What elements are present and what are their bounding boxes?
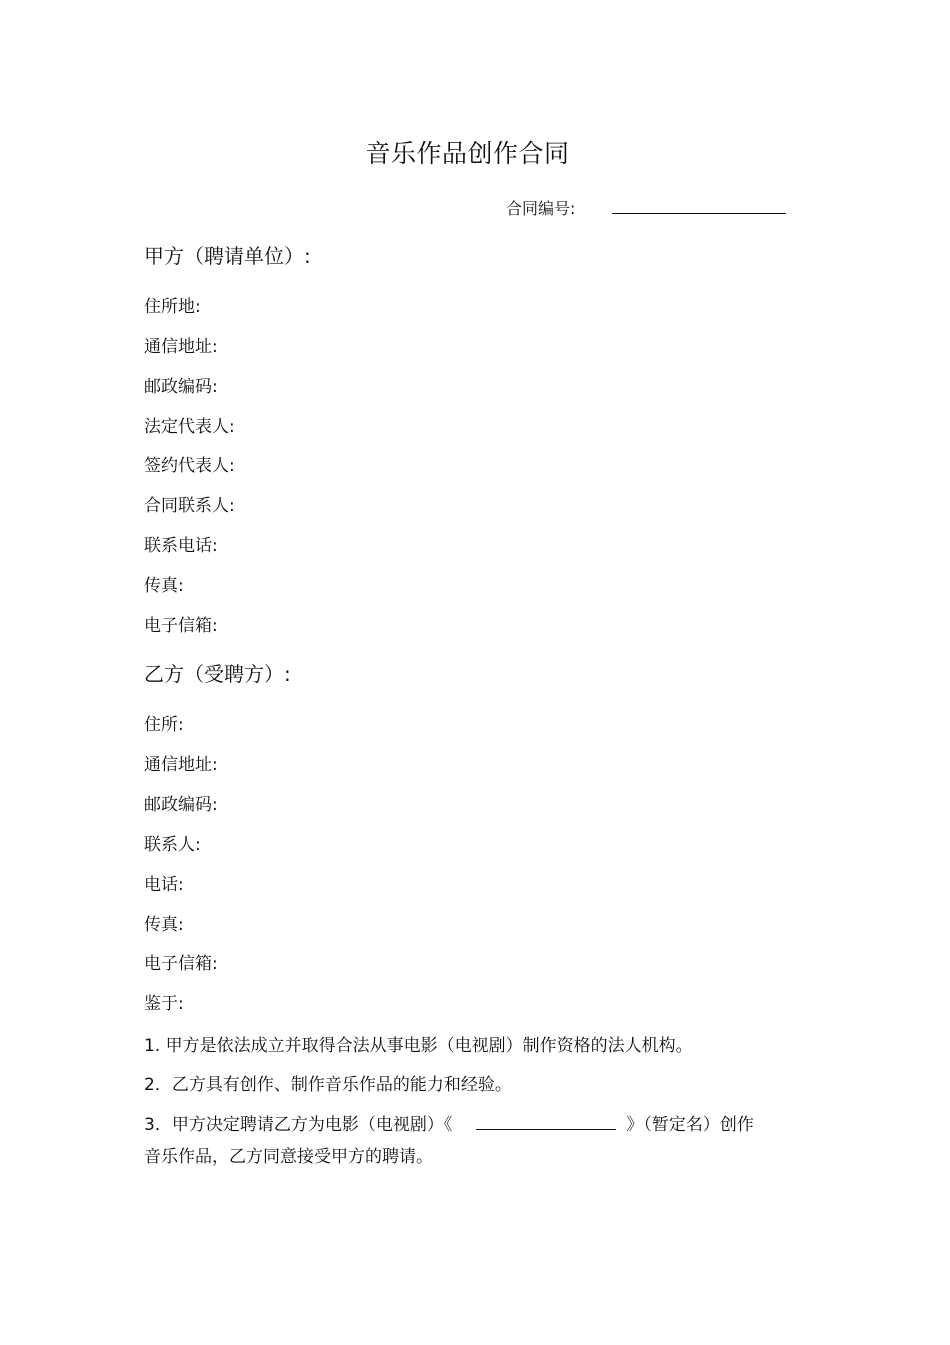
whereas-item-3-continued: 音乐作品，乙方同意接受甲方的聘请。 — [144, 1147, 433, 1167]
document-title: 音乐作品创作合同 — [365, 139, 570, 168]
whereas-item-1: 1. 甲方是依法成立并取得合法从事电影（电视剧）制作资格的法人机构。 — [144, 1036, 693, 1056]
party-a-field-postcode: 邮政编码: — [144, 377, 218, 397]
whereas-item-3 — [144, 1110, 754, 1135]
whereas-label: 鉴于: — [144, 994, 184, 1014]
party-b-field-contact: 联系人: — [144, 835, 201, 855]
whereas-item-3-text-a: 3．甲方决定聘请乙方为电影（电视剧）《 — [144, 1115, 453, 1135]
party-a-field-signing-rep: 签约代表人: — [144, 456, 235, 476]
party-a-field-mailing-address: 通信地址: — [144, 337, 218, 357]
film-title-blank — [476, 1115, 616, 1130]
party-b-field-email: 电子信箱: — [144, 954, 218, 974]
party-a-field-phone: 联系电话: — [144, 536, 218, 556]
party-a-field-fax: 传真: — [144, 576, 184, 596]
party-b-field-postcode: 邮政编码: — [144, 795, 218, 815]
party-a-field-contact: 合同联系人: — [144, 496, 235, 516]
party-b-field-address: 住所: — [144, 715, 184, 735]
party-b-field-fax: 传真: — [144, 915, 184, 935]
contract-number-label: 合同编号: — [506, 199, 576, 218]
party-a-field-address: 住所地: — [144, 297, 201, 317]
whereas-item-2: 2．乙方具有创作、制作音乐作品的能力和经验。 — [144, 1075, 512, 1095]
party-b-heading: 乙方（受聘方）: — [144, 662, 291, 686]
party-b-field-mailing-address: 通信地址: — [144, 755, 218, 775]
party-a-heading: 甲方（聘请单位）: — [144, 244, 311, 268]
party-a-field-email: 电子信箱: — [144, 616, 218, 636]
contract-number-blank — [612, 213, 786, 214]
party-a-field-legal-rep: 法定代表人: — [144, 417, 235, 437]
party-b-field-phone: 电话: — [144, 875, 184, 895]
whereas-item-3-text-b: 》（暂定名）创作 — [626, 1115, 754, 1135]
